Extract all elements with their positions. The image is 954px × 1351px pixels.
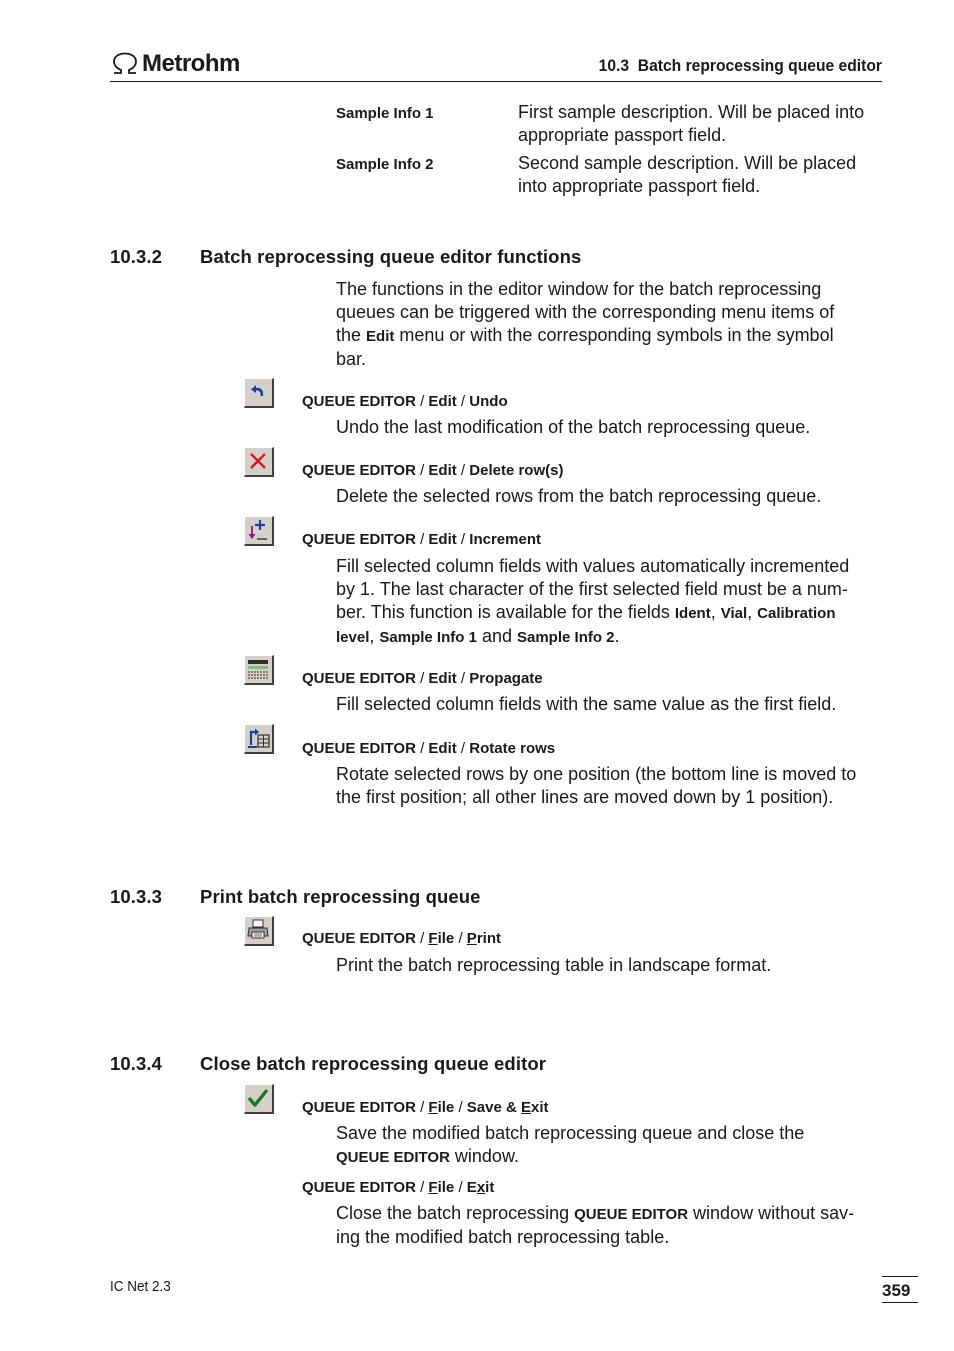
menu-app: QUEUE EDITOR bbox=[302, 740, 416, 757]
menu-path-undo: QUEUE EDITOR / Edit / Undo bbox=[302, 393, 508, 410]
menu-name: Edit bbox=[366, 328, 395, 345]
desc-line: Save the modified batch reprocessing queue and close the bbox=[336, 1123, 805, 1143]
section-title: Print batch reprocessing queue bbox=[200, 886, 481, 907]
desc-line: ber. This function is available for the fields Ident, Vial, Calibration bbox=[336, 602, 836, 622]
desc-line: level, Sample Info 1 and Sample Info 2. bbox=[336, 626, 620, 646]
text: menu or with the corresponding symbols in the symbol bbox=[394, 325, 834, 345]
delete-rows-icon[interactable] bbox=[244, 447, 274, 477]
menu-item: Propagate bbox=[469, 670, 543, 687]
field-name: Ident bbox=[674, 605, 711, 622]
page-number-rule bbox=[882, 1276, 918, 1277]
intro-line: The functions in the editor window for the batch reprocessing bbox=[336, 279, 822, 299]
menu-item: Rotate rows bbox=[469, 740, 556, 757]
definition-sample-info-1 bbox=[518, 101, 864, 147]
footer-product: IC Net 2.3 bbox=[110, 1278, 171, 1295]
text: and bbox=[481, 626, 512, 646]
desc-print: Print the batch reprocessing table in landscape format. bbox=[336, 955, 772, 975]
menu-item: rint bbox=[476, 930, 501, 947]
propagate-icon[interactable] bbox=[244, 655, 274, 685]
desc-exit bbox=[336, 1202, 882, 1249]
field-name: Sample Info 1 bbox=[379, 629, 477, 646]
definition-line: Second sample description. Will be placed bbox=[518, 153, 857, 173]
text: Close the batch reprocessing bbox=[336, 1203, 575, 1223]
menu-item: Undo bbox=[469, 393, 508, 410]
menu-accelerator: P bbox=[466, 930, 477, 947]
term-sample-info-2: Sample Info 2 bbox=[336, 156, 434, 173]
menu-name: Edit bbox=[428, 670, 457, 687]
omega-icon bbox=[110, 52, 140, 76]
section-number: 10.3.2 bbox=[110, 246, 163, 267]
header-section-title: 10.3 Batch reprocessing queue editor bbox=[598, 56, 882, 75]
desc-line: by 1. The last character of the first selected field must be a num- bbox=[336, 579, 848, 599]
menu-name: Edit bbox=[428, 531, 457, 548]
menu-name: ile bbox=[437, 1099, 455, 1116]
desc-line: Rotate selected rows by one position (the bottom line is moved to bbox=[336, 764, 857, 784]
menu-path-print: QUEUE EDITOR / File / Print bbox=[302, 930, 501, 947]
menu-accelerator: F bbox=[428, 1099, 438, 1116]
field-name: Sample Info 2 bbox=[517, 629, 615, 646]
intro-line bbox=[336, 324, 882, 348]
text: ber. This function is available for the fields bbox=[336, 602, 675, 622]
menu-app: QUEUE EDITOR bbox=[302, 393, 416, 410]
menu-path-propagate: QUEUE EDITOR / Edit / Propagate bbox=[302, 670, 543, 687]
metrohm-logo bbox=[110, 50, 240, 78]
desc-line: the first position; all other lines are moved down by 1 position). bbox=[336, 787, 834, 807]
printer-icon[interactable] bbox=[244, 916, 274, 946]
menu-app: QUEUE EDITOR bbox=[302, 462, 416, 479]
menu-item: Save & bbox=[466, 1099, 521, 1116]
section-intro bbox=[336, 278, 882, 371]
field-name: Vial bbox=[720, 605, 748, 622]
menu-path-save-exit: QUEUE EDITOR / File / Save & Exit bbox=[302, 1099, 549, 1116]
undo-icon[interactable] bbox=[244, 378, 274, 408]
desc-line: Fill selected column fields with values automatically incremented bbox=[336, 556, 850, 576]
desc-increment bbox=[336, 555, 882, 649]
section-title: Batch reprocessing queue editor functions bbox=[200, 246, 582, 267]
desc-propagate: Fill selected column fields with the same value as the first field. bbox=[336, 694, 837, 714]
desc-line bbox=[336, 1145, 882, 1169]
section-number: 10.3.4 bbox=[110, 1053, 163, 1074]
menu-item: xit bbox=[531, 1099, 549, 1116]
definition-line: First sample description. Will be placed into bbox=[518, 102, 865, 122]
menu-path-increment: QUEUE EDITOR / Edit / Increment bbox=[302, 531, 541, 548]
increment-icon[interactable] bbox=[244, 516, 274, 546]
menu-name: Edit bbox=[428, 462, 457, 479]
desc-line bbox=[336, 1202, 882, 1226]
intro-line: bar. bbox=[336, 349, 367, 369]
menu-name: Edit bbox=[428, 740, 457, 757]
menu-app: QUEUE EDITOR bbox=[302, 1099, 416, 1116]
menu-path-delete-rows: QUEUE EDITOR / Edit / Delete row(s) bbox=[302, 462, 564, 479]
menu-item: Delete row(s) bbox=[469, 462, 564, 479]
section-title: Close batch reprocessing queue editor bbox=[200, 1053, 547, 1074]
text: window without sav- bbox=[688, 1203, 855, 1223]
menu-accelerator: F bbox=[428, 1179, 438, 1196]
header-rule bbox=[110, 81, 882, 82]
window-name: QUEUE EDITOR bbox=[574, 1206, 689, 1223]
desc-line: ing the modified batch reprocessing table. bbox=[336, 1227, 670, 1247]
definition-line: into appropriate passport field. bbox=[518, 176, 761, 196]
menu-path-exit: QUEUE EDITOR / File / Exit bbox=[302, 1179, 495, 1196]
menu-item: it bbox=[485, 1179, 495, 1196]
checkmark-icon[interactable] bbox=[244, 1084, 274, 1114]
menu-app: QUEUE EDITOR bbox=[302, 930, 416, 947]
menu-accelerator: E bbox=[521, 1099, 532, 1116]
menu-path-rotate-rows: QUEUE EDITOR / Edit / Rotate rows bbox=[302, 740, 556, 757]
field-name: Calibration bbox=[757, 605, 836, 622]
menu-accelerator: F bbox=[428, 930, 438, 947]
field-name: level bbox=[336, 629, 370, 646]
text: the bbox=[336, 325, 367, 345]
menu-app: QUEUE EDITOR bbox=[302, 670, 416, 687]
menu-name: ile bbox=[437, 1179, 455, 1196]
menu-item: Increment bbox=[469, 531, 541, 548]
desc-delete-rows: Delete the selected rows from the batch reprocessing queue. bbox=[336, 486, 822, 506]
menu-app: QUEUE EDITOR bbox=[302, 1179, 416, 1196]
logo-text: Metrohm bbox=[142, 50, 240, 77]
menu-name: ile bbox=[437, 930, 455, 947]
page-number-rule bbox=[882, 1302, 918, 1303]
menu-item: E bbox=[466, 1179, 477, 1196]
definition-line: appropriate passport field. bbox=[518, 125, 727, 145]
intro-line: queues can be triggered with the corresponding menu items of bbox=[336, 302, 835, 322]
menu-app: QUEUE EDITOR bbox=[302, 531, 416, 548]
menu-accelerator: x bbox=[476, 1179, 486, 1196]
window-name: QUEUE EDITOR bbox=[336, 1149, 450, 1166]
menu-name: Edit bbox=[428, 393, 457, 410]
desc-undo: Undo the last modification of the batch reprocessing queue. bbox=[336, 417, 811, 437]
desc-rotate-rows bbox=[336, 763, 882, 809]
definition-sample-info-2 bbox=[518, 152, 856, 198]
term-sample-info-1: Sample Info 1 bbox=[336, 105, 434, 122]
section-number: 10.3.3 bbox=[110, 886, 163, 907]
page-number: 359 bbox=[882, 1281, 911, 1300]
desc-save-exit bbox=[336, 1122, 882, 1169]
text: window. bbox=[449, 1146, 519, 1166]
rotate-rows-icon[interactable] bbox=[244, 724, 274, 754]
